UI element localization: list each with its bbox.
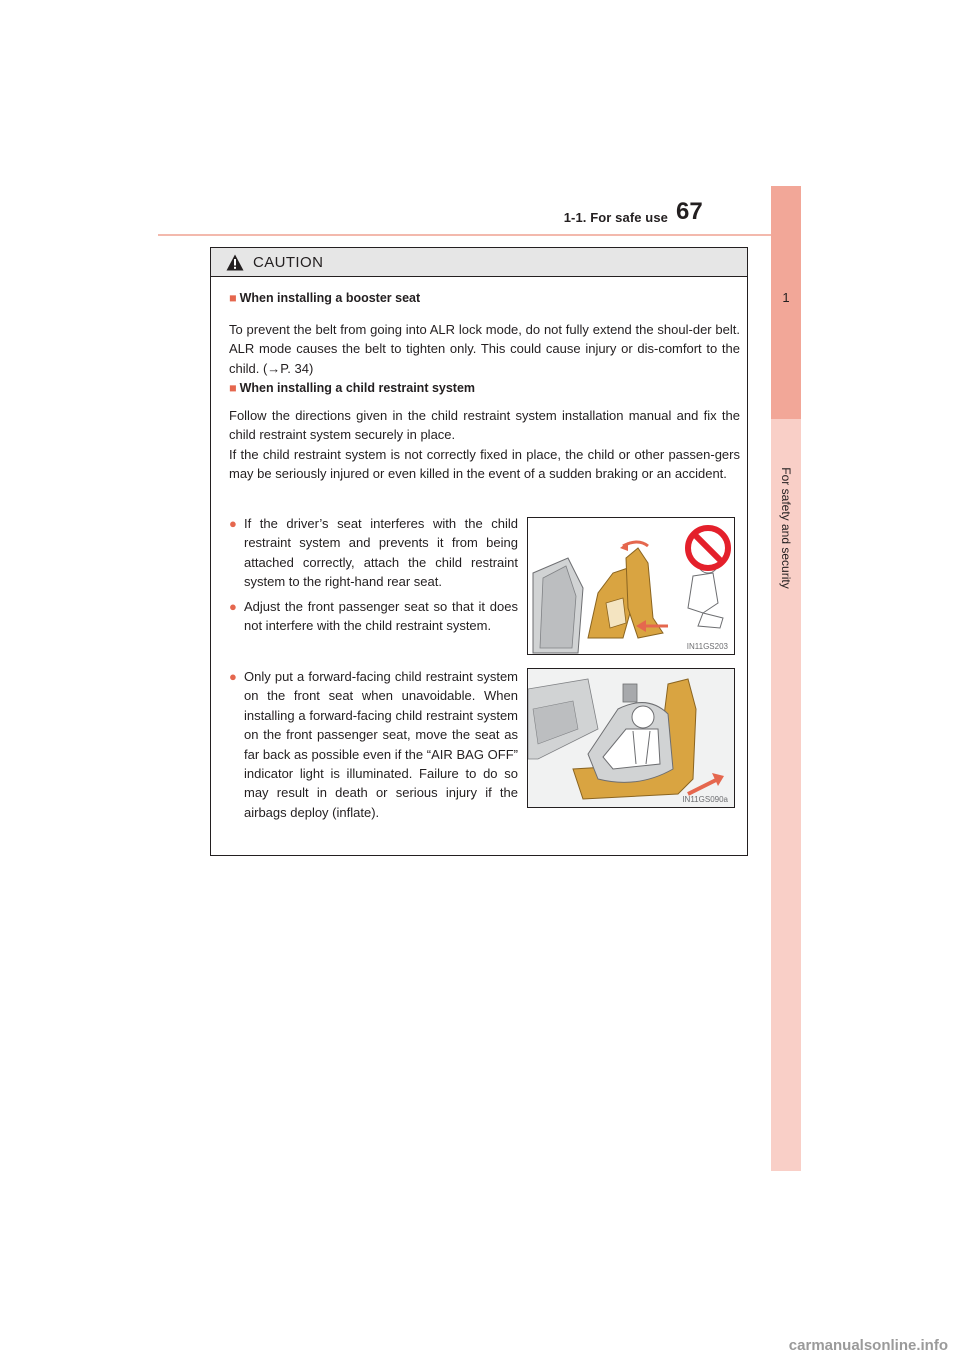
section-heading-child-restraint: ■ When installing a child restraint system xyxy=(229,381,476,395)
caution-title: CAUTION xyxy=(253,254,324,271)
square-bullet-icon: ■ xyxy=(229,381,237,395)
figure-code: IN11GS090a xyxy=(682,795,728,804)
caution-box xyxy=(210,247,748,856)
warning-triangle-icon xyxy=(226,254,244,271)
rear-seat-illustration xyxy=(528,518,734,654)
bullet-item-adjust-seat: ● Adjust the front passenger seat so that it does not interfere with the child restraint system. xyxy=(229,599,518,634)
section-title: 1-1. For safe use xyxy=(563,210,668,225)
caution-header xyxy=(211,248,747,277)
round-bullet-icon: ● xyxy=(229,516,237,531)
round-bullet-icon: ● xyxy=(229,599,237,614)
round-bullet-icon: ● xyxy=(229,669,237,684)
front-seat-illustration xyxy=(528,669,734,807)
child-restraint-paragraph-2: If the child restraint system is not correctly fixed in place, the child or other passen-gers may be seriously injured or even killed in the event of a sudden braking or an accident. xyxy=(229,447,740,482)
square-bullet-icon: ■ xyxy=(229,291,237,305)
chapter-number: 1 xyxy=(782,290,790,305)
watermark[interactable]: carmanualsonline.info xyxy=(788,1337,948,1354)
bullet-item-forward-facing: ● Only put a forward-facing child restraint system on the front seat when unavoidable. When installing a forward-facing child restraint system on the front passenger seat, move the seat as far back as possible even if the “AIR BAG OFF” indicator light is illuminated. Failure to do so may result in death or serious injury if the airbags deploy (inflate). xyxy=(229,669,518,820)
bullet-item-driver-seat: ● If the driver’s seat interferes with the child restraint system and prevents it from being attached correctly, attach the child restraint system to the right-hand rear seat. xyxy=(229,516,518,590)
figure-front-seat-install xyxy=(527,668,735,808)
child-restraint-paragraph-1: Follow the directions given in the child restraint system installation manual and fix the child restraint system securely in place. xyxy=(229,408,740,443)
figure-rear-seat-install xyxy=(527,517,735,655)
booster-paragraph: To prevent the belt from going into ALR lock mode, do not fully extend the shoul-der belt. ALR mode causes the belt to tighten only. This could cause injury or dis-comfort to the child. (→P. 34) xyxy=(229,322,740,376)
page-number: 67 xyxy=(676,198,703,225)
header-rule xyxy=(158,234,800,236)
chapter-label: For safety and security xyxy=(779,467,793,589)
section-heading-booster: ■ When installing a booster seat xyxy=(229,291,421,305)
figure-code: IN11GS203 xyxy=(686,642,728,651)
